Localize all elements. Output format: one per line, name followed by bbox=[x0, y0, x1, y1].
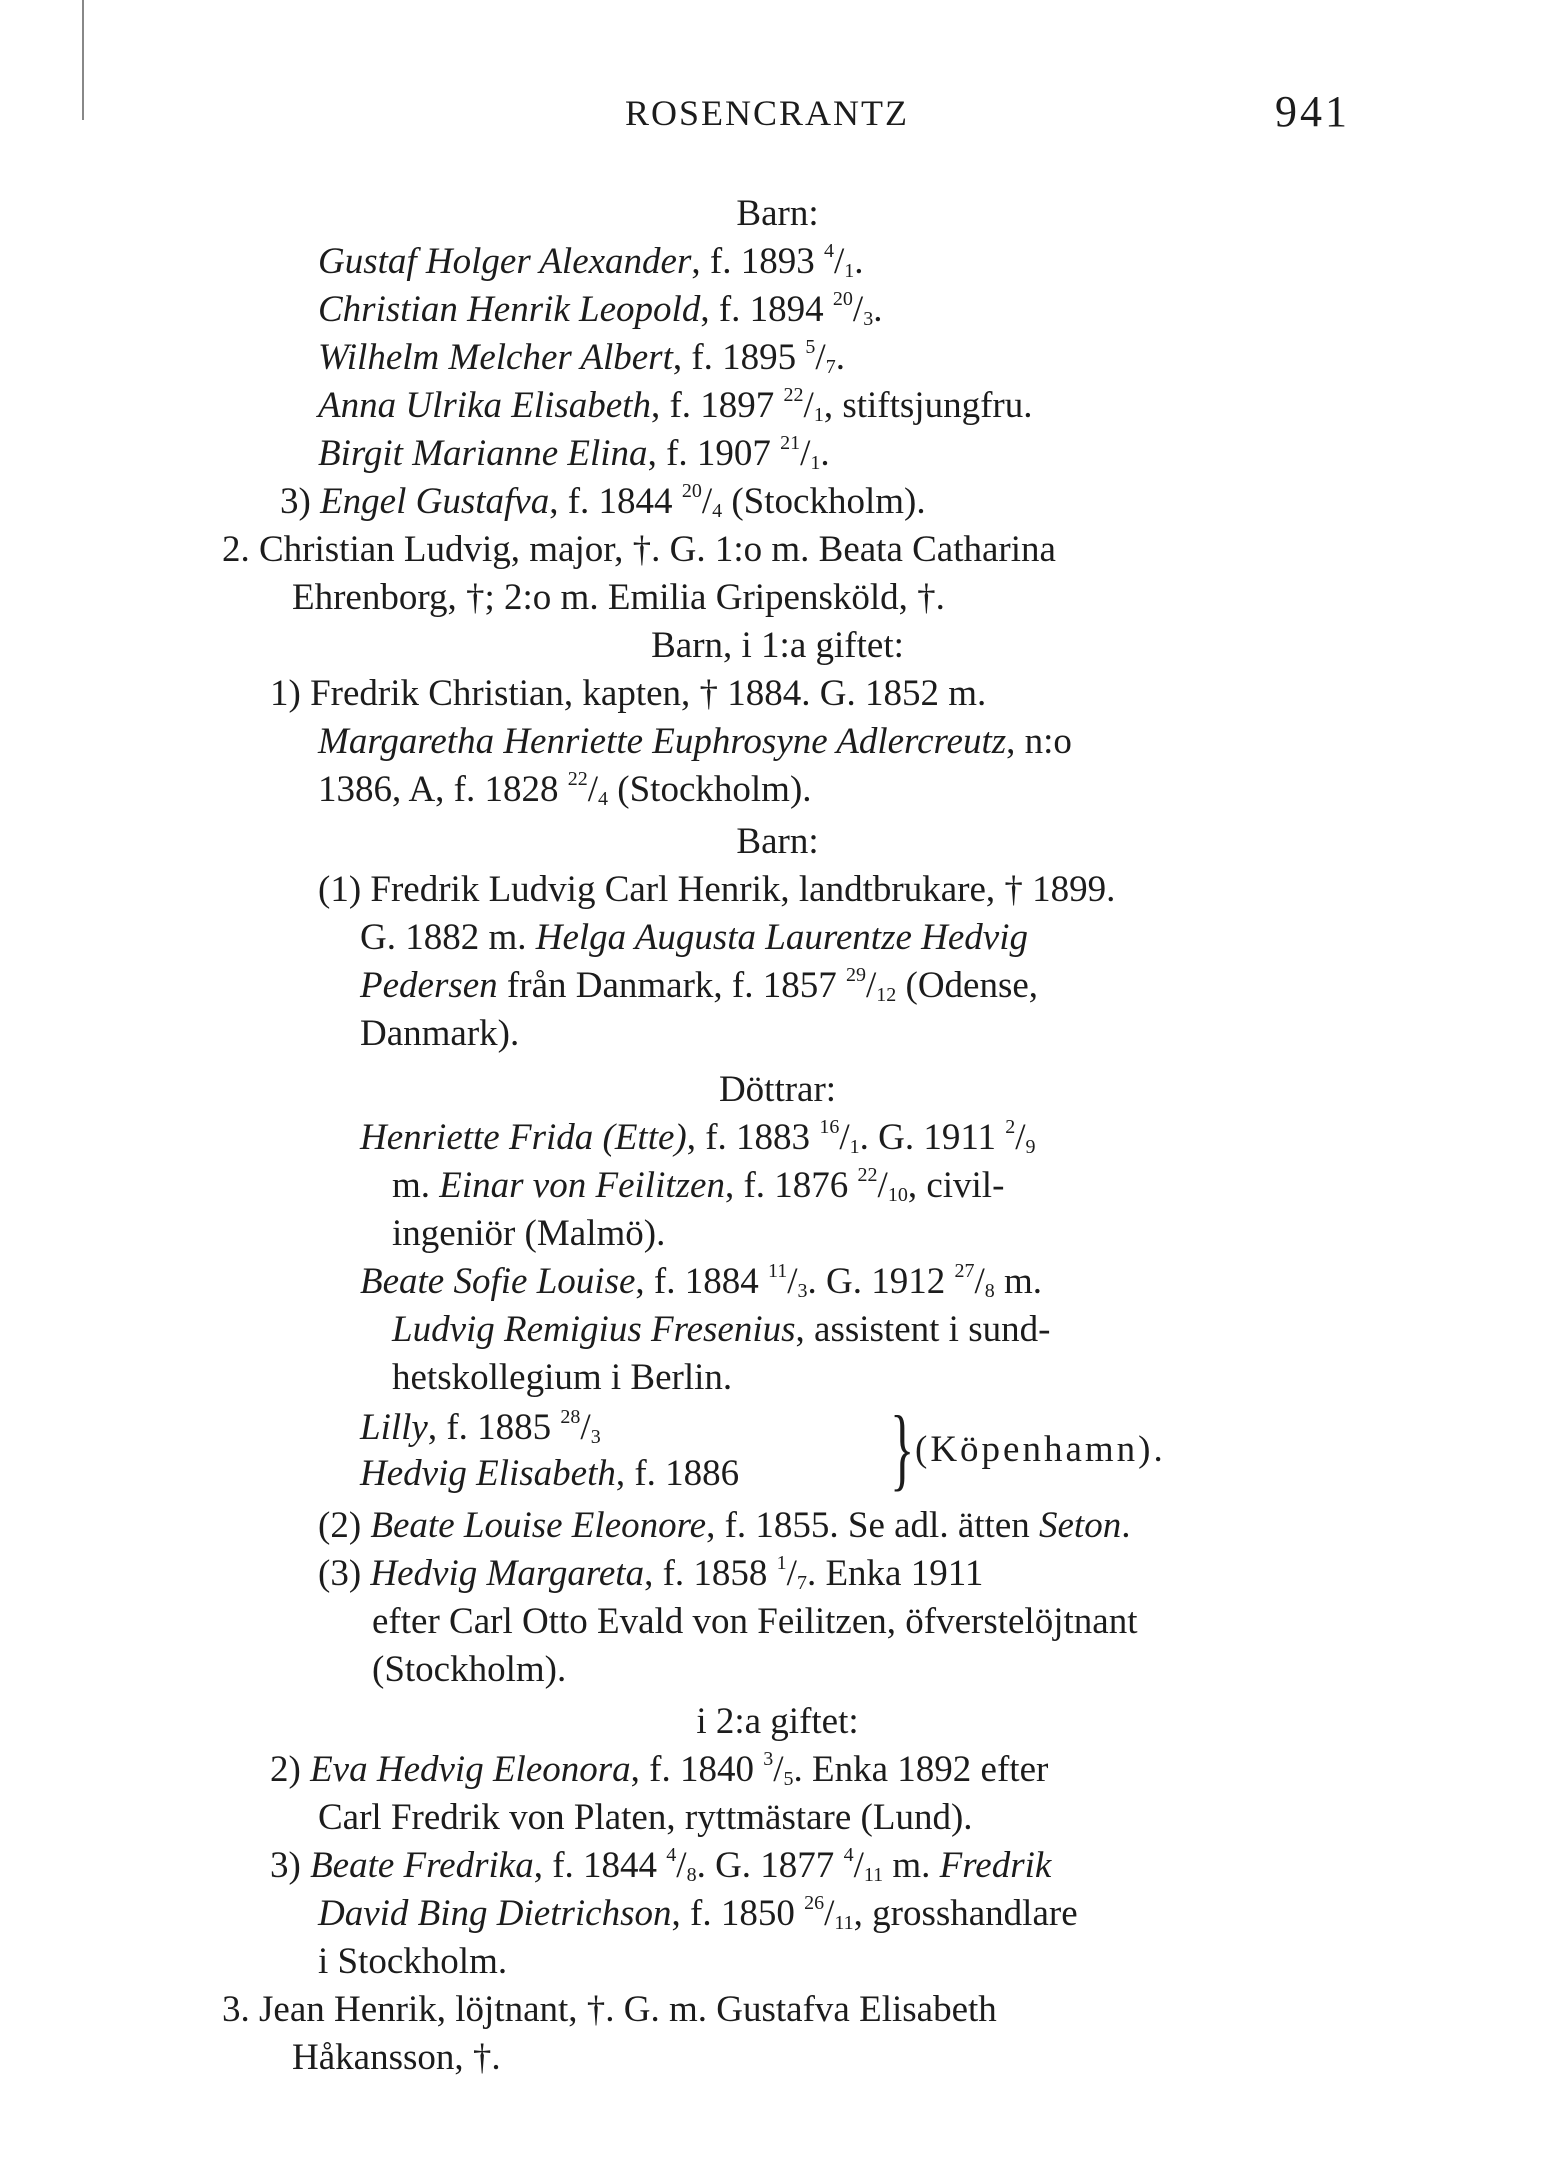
entry-line: Pedersen från Danmark, f. 1857 $^{29}/_{12}$ (Odense, bbox=[360, 964, 1039, 1006]
entry-line: i Stockholm. bbox=[318, 1941, 508, 1982]
entry-line: 3) Beate Fredrika, f. 1844 $^4/_8$. G. 1877 $^4/_{11}$ m. Fredrik bbox=[270, 1844, 1052, 1886]
entry-line: Beate Sofie Louise, f. 1884 $^{11}/_3$. G. 1912 $^{27}/_8$ m. bbox=[360, 1260, 1043, 1302]
section-heading: i 2:a giftet: bbox=[696, 1701, 859, 1742]
section-heading: Barn: bbox=[736, 821, 819, 862]
entry-line: hetskollegium i Berlin. bbox=[392, 1357, 733, 1398]
entry-line: Håkansson, †. bbox=[292, 2037, 501, 2078]
entry-line: 2. Christian Ludvig, major, †. G. 1:o m. Beata Catharina bbox=[222, 529, 1056, 570]
section-heading: Barn: bbox=[736, 193, 819, 234]
entry-line: Ehrenborg, †; 2:o m. Emilia Gripensköld, †. bbox=[292, 577, 945, 618]
entry-line: Birgit Marianne Elina, f. 1907 $^{21}/_1$. bbox=[318, 432, 830, 474]
entry-line: efter Carl Otto Evald von Feilitzen, öfverstelöjtnant bbox=[372, 1601, 1138, 1642]
entry-line: Gustaf Holger Alexander, f. 1893 $^4/_1$. bbox=[318, 240, 864, 282]
entry-line: (Stockholm). bbox=[372, 1649, 567, 1690]
section-heading: Barn, i 1:a giftet: bbox=[651, 625, 904, 666]
entry-line: 3. Jean Henrik, löjtnant, †. G. m. Gustafva Elisabeth bbox=[222, 1989, 997, 2030]
entry-line: 1) Fredrik Christian, kapten, † 1884. G. 1852 m. bbox=[270, 673, 987, 714]
entry-line: (3) Hedvig Margareta, f. 1858 $^1/_7$. Enka 1911 bbox=[318, 1552, 984, 1594]
entry-line: Carl Fredrik von Platen, ryttmästare (Lund). bbox=[318, 1797, 973, 1838]
entry-line: m. Einar von Feilitzen, f. 1876 $^{22}/_{10}$, civil- bbox=[392, 1164, 1005, 1206]
entry-line: Ludvig Remigius Fresenius, assistent i sund- bbox=[392, 1309, 1051, 1350]
entry-line: 3) Engel Gustafva, f. 1844 $^{20}/_4$ (Stockholm). bbox=[280, 480, 926, 522]
entry-line: Hedvig Elisabeth, f. 1886 bbox=[360, 1453, 740, 1494]
entry-line: David Bing Dietrichson, f. 1850 $^{26}/_{11}$, grosshandlare bbox=[318, 1892, 1078, 1934]
entry-line: 1386, A, f. 1828 $^{22}/_4$ (Stockholm). bbox=[318, 768, 812, 810]
entry-line: Christian Henrik Leopold, f. 1894 $^{20}/_3$. bbox=[318, 288, 883, 330]
entry-line: Danmark). bbox=[360, 1013, 520, 1054]
running-head: ROSENCRANTZ bbox=[625, 93, 910, 133]
entry-line: Wilhelm Melcher Albert, f. 1895 $^5/_7$. bbox=[318, 336, 845, 378]
margin-rule bbox=[82, 0, 84, 120]
brace-note: (Köpenhamn). bbox=[915, 1429, 1166, 1470]
entry-line: Lilly, f. 1885 $^{28}/_3$ bbox=[360, 1406, 601, 1448]
section-heading: Döttrar: bbox=[718, 1069, 837, 1110]
entry-line: Henriette Frida (Ette), f. 1883 $^{16}/_1$. G. 1911 $^2/_9$ bbox=[360, 1116, 1036, 1158]
brace-glyph: } bbox=[889, 1397, 915, 1499]
entry-line: Margaretha Henriette Euphrosyne Adlercreutz, n:o bbox=[318, 721, 1072, 762]
entry-line: 2) Eva Hedvig Eleonora, f. 1840 $^3/_5$. Enka 1892 efter bbox=[270, 1748, 1049, 1790]
page-number: 941 bbox=[1275, 87, 1350, 136]
entry-line: Anna Ulrika Elisabeth, f. 1897 $^{22}/_1$, stiftsjungfru. bbox=[318, 384, 1033, 426]
entry-line: (2) Beate Louise Eleonore, f. 1855. Se adl. ätten Seton. bbox=[318, 1505, 1131, 1546]
entry-line: ingeniör (Malmö). bbox=[392, 1213, 666, 1254]
entry-line: G. 1882 m. Helga Augusta Laurentze Hedvig bbox=[360, 917, 1029, 958]
entry-line: (1) Fredrik Ludvig Carl Henrik, landtbrukare, † 1899. bbox=[318, 869, 1116, 910]
